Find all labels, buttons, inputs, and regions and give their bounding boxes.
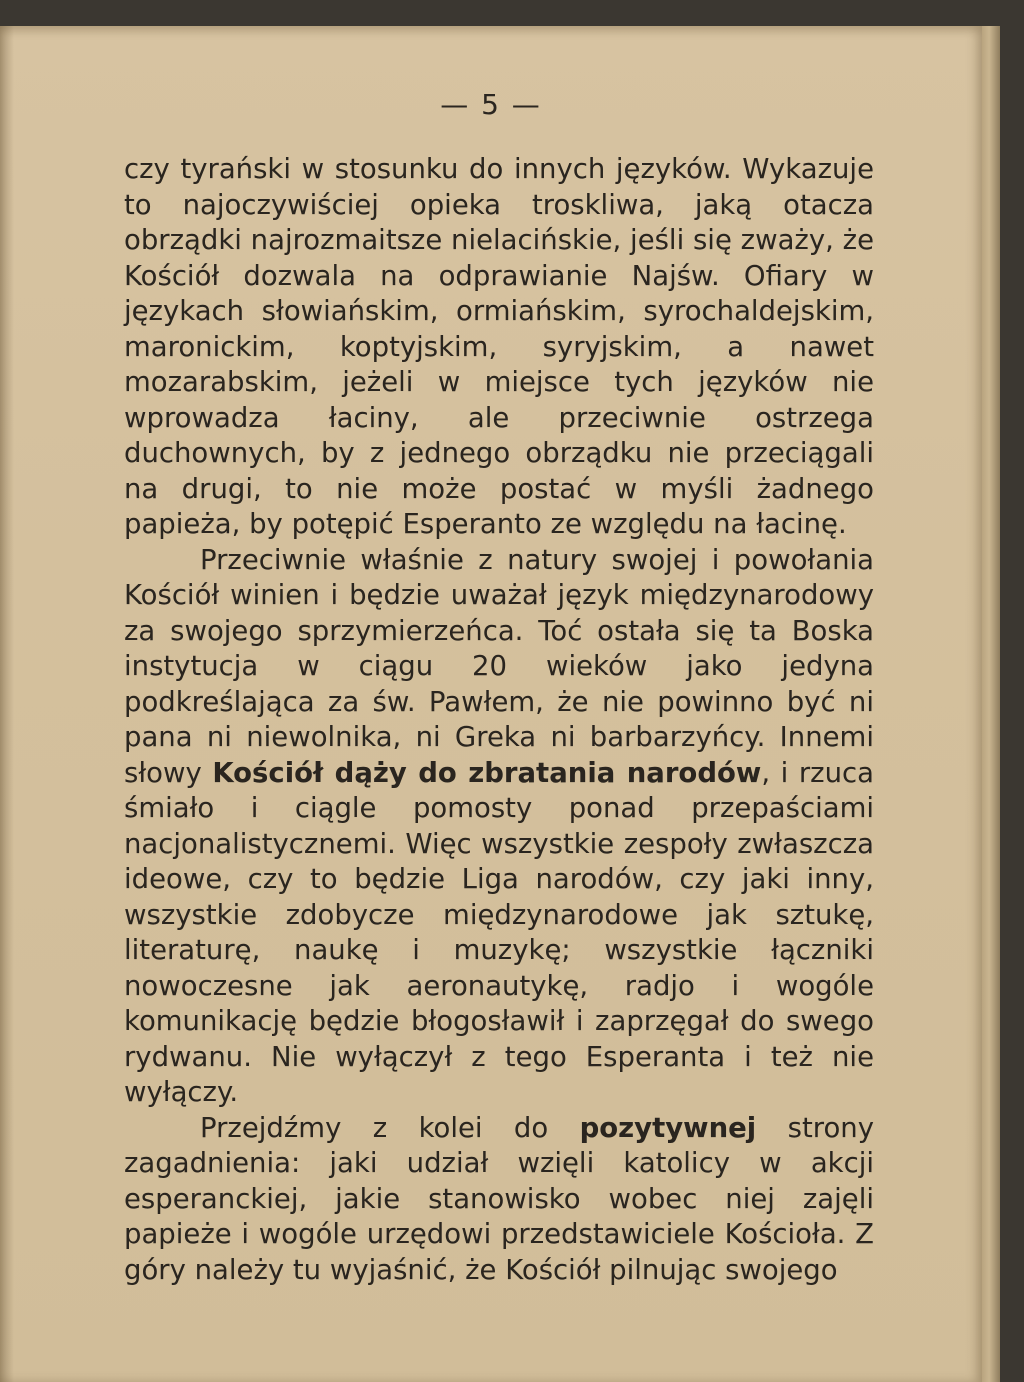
paragraph-3 bbox=[124, 1111, 874, 1289]
paper-page bbox=[0, 26, 982, 1382]
paragraph-3-emphasis: pozytywnej bbox=[579, 1111, 757, 1144]
binding-shadow bbox=[0, 26, 14, 1382]
paragraph-3-text-end: strony zagadnienia: jaki udział wzięli katolicy w akcji esperanckiej, jakie stanowisko wobec niej zajęli papieże i wogóle urzędowi przedstawiciele Kościoła. Z góry należy tu wyjaśnić, że Kościół pilnując swojego bbox=[124, 1111, 874, 1286]
paragraph-3-text-start: Przejdźmy z kolei do bbox=[200, 1111, 580, 1144]
paragraph-2 bbox=[124, 543, 874, 1111]
paragraph-2-emphasis: Kościół dąży do zbratania narodów bbox=[212, 756, 762, 789]
paragraph-2-text-end: , i rzuca śmiało i ciągle pomosty ponad przepaściami nacjonalistycznemi. Więc wszystkie zespoły zwłaszcza ideowe, czy to będzie Liga narodów, czy jaki inny, wszystkie zdobycze międzynarodowe jak sztukę, literaturę, naukę i muzykę; wszystkie łączniki nowoczesne jak aeronautykę, radjo i wogóle komunikację będzie błogosławił i zaprzęgał do swego rydwanu. Nie wyłączył z tego Esperanta i też nie wyłączy. bbox=[124, 756, 875, 1108]
page-edge bbox=[982, 26, 1000, 1382]
body-text bbox=[124, 152, 874, 1288]
page-number: — 5 — bbox=[440, 88, 542, 121]
paragraph-2-text-start: Przeciwnie właśnie z natury swojej i powołania Kościół winien i będzie uważał język międzynarodowy za swojego sprzymierzeńca. Toć ostała się ta Boska instytucja w ciągu 20 wieków jako jedyna podkreślająca za św. Pawłem, że nie powinno być ni pana ni niewolnika, ni Greka ni barbarzyńcy. Innemi słowy bbox=[124, 543, 874, 789]
paragraph-1: czy tyrański w stosunku do innych języków. Wykazuje to najoczywiściej opieka troskliwa, jaką otacza obrządki najrozmaitsze nielacińskie, jeśli się zważy, że Kościół dozwala na odprawianie Najśw. Ofiary w językach słowiańskim, ormiańskim, syrochaldejskim, maronickim, koptyjskim, syryjskim, a nawet mozarabskim, jeżeli w miejsce tych języków nie wprowadza łaciny, ale przeciwnie ostrzega duchownych, by z jednego obrządku nie przeciągali na drugi, to nie może postać w myśli żadnego papieża, by potępić Esperanto ze względu na łacinę. bbox=[124, 153, 874, 540]
